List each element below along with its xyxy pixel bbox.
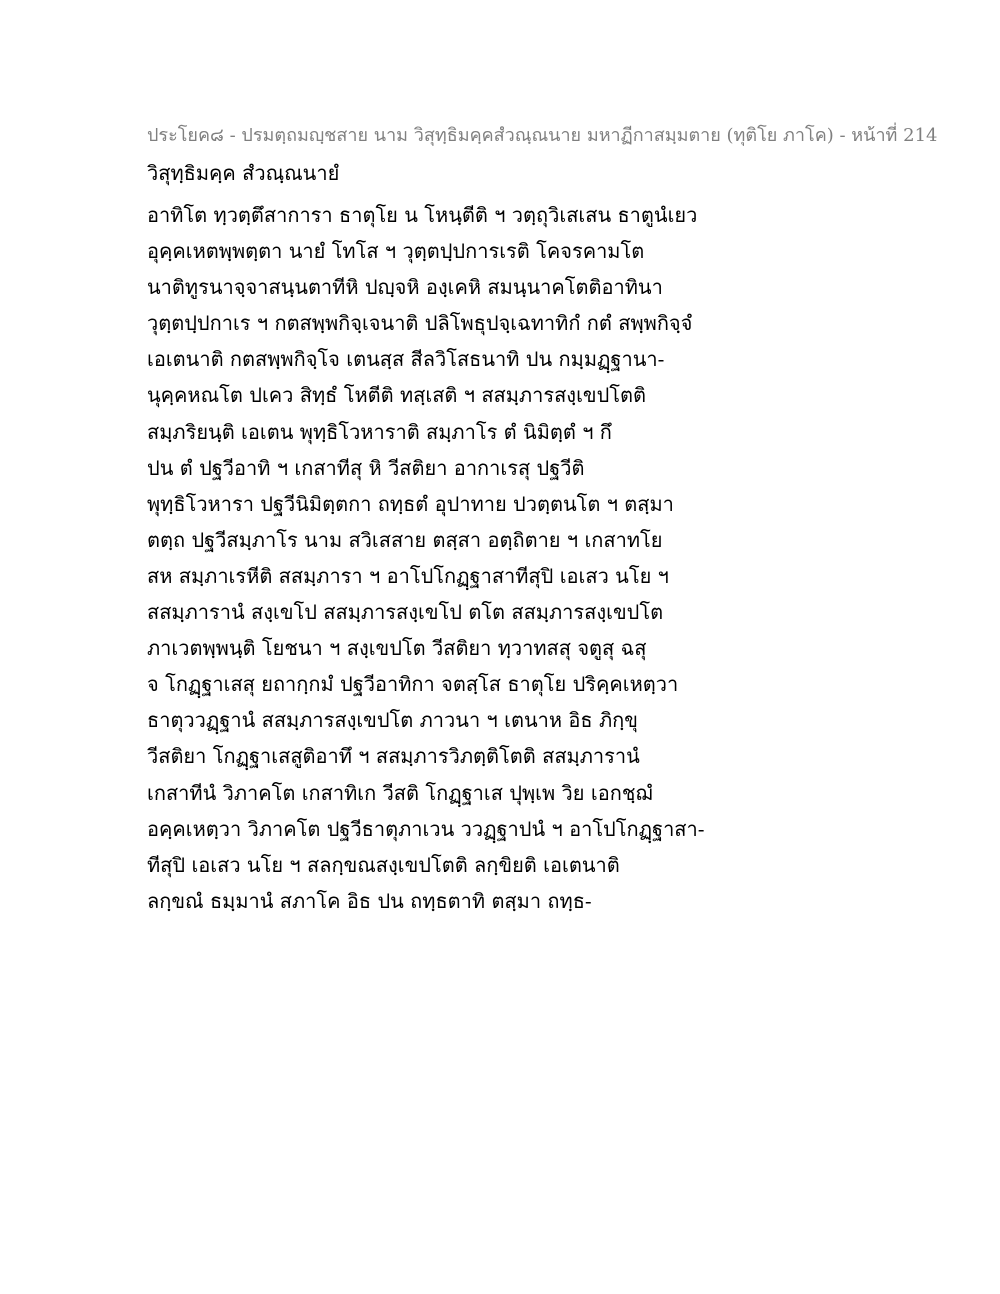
page-header: ประโยค๘ - ปรมตฺถมญฺชสาย นาม วิสุทฺธิมคฺคสํวณฺณนาย มหาฏีกาสมฺมตาย (ทุติโย ภาโค) - หน้าที่ 214 bbox=[147, 125, 938, 146]
body-line-12: สสมฺภารานํ สงฺเขโป สสมฺภารสงฺเขโป ตโต สสมฺภารสงฺเขปโต bbox=[147, 600, 664, 625]
body-line-5: เอเตนาติ กตสพฺพกิจฺโจ เตนสฺส สีลวิโสธนาทิ ปน กมฺมฏฺฐานา- bbox=[147, 347, 665, 372]
body-line-10: ตตฺถ ปฐวีสมฺภาโร นาม สวิเสสาย ตสฺสา อตฺถิตาย ฯ เกสาทโย bbox=[147, 527, 663, 552]
body-line-19: ทีสุปิ เอเสว นโย ฯ สลกฺขณสงฺเขปโตติ ลกฺขิยติ เอเตนาติ bbox=[147, 852, 620, 877]
body-line-8: ปน ตํ ปฐวีอาทิ ฯ เกสาทีสุ หิ วีสติยา อากาเรสุ ปฐวีติ bbox=[147, 455, 585, 480]
body-line-16: วีสติยา โกฏฺฐาเสสูติอาทึ ฯ สสมฺภารวิภตฺติโตติ สสมฺภารานํ bbox=[147, 744, 640, 769]
body-line-3: นาติทูรนาจฺจาสนฺนตาทีหิ ปญฺจหิ องฺเคหิ สมนฺนาคโตติอาทินา bbox=[147, 275, 663, 300]
body-line-4: วุตฺตปฺปกาเร ฯ กตสพฺพกิจฺเจนาติ ปลิโพธุปจฺเฉทาทิกํ กตํ สพฺพกิจฺจํ bbox=[147, 311, 693, 336]
body-line-6: นุคฺคหณโต ปเคว สิทฺธํ โหตีติ ทสฺเสติ ฯ สสมฺภารสงฺเขปโตติ bbox=[147, 383, 646, 408]
body-line-9: พุทฺธิโวหารา ปฐวีนิมิตฺตกา ถทฺธตํ อุปาทาย ปวตฺตนโต ฯ ตสฺมา bbox=[147, 491, 674, 516]
body-line-7: สมฺภริยนฺติ เอเตน พุทฺธิโวหาราติ สมฺภาโร ตํ นิมิตฺตํ ฯ กึ bbox=[147, 419, 612, 444]
body-line-1: อาทิโต ทฺวตฺตึสาการา ธาตุโย น โหนฺตีติ ฯ วตฺถุวิเสเสน ธาตูนํเยว bbox=[147, 203, 698, 227]
body-text bbox=[147, 200, 847, 922]
body-line-15: ธาตุววฏฺฐานํ สสมฺภารสงฺเขปโต ภาวนา ฯ เตนาห อิธ ภิกฺขุ bbox=[147, 708, 638, 733]
section-title: วิสุทฺธิมคฺค สํวณฺณนายํ bbox=[147, 161, 340, 185]
body-line-2: อุคฺคเหตพฺพตฺตา นายํ โทโส ฯ วุตฺตปฺปการเรติ โคจรคามโต bbox=[147, 239, 645, 264]
body-line-11: สห สมฺภาเรหีติ สสมฺภารา ฯ อาโปโกฏฺฐาสาทีสุปิ เอเสว นโย ฯ bbox=[147, 563, 669, 588]
body-line-13: ภาเวตพฺพนฺติ โยชนา ฯ สงฺเขปโต วีสติยา ทฺวาทสสุ จตูสุ ฉสุ bbox=[147, 636, 647, 661]
body-line-17: เกสาทีนํ วิภาคโต เกสาทิเก วีสติ โกฏฺฐาเส ปุพฺเพ วิย เอกชฺฌํ bbox=[147, 780, 653, 805]
body-line-20: ลกฺขณํ ธมฺมานํ สภาโค อิธ ปน ถทฺธตาทิ ตสฺมา ถทฺธ- bbox=[147, 888, 592, 913]
body-line-18: อคฺคเหตฺวา วิภาคโต ปฐวีธาตุภาเวน ววฏฺฐาปนํ ฯ อาโปโกฏฺฐาสา- bbox=[147, 816, 705, 841]
body-line-14: จ โกฏฺฐาเสสุ ยถากฺกมํ ปฐวีอาทิกา จตสฺโส ธาตุโย ปริคฺคเหตฺวา bbox=[147, 672, 679, 697]
